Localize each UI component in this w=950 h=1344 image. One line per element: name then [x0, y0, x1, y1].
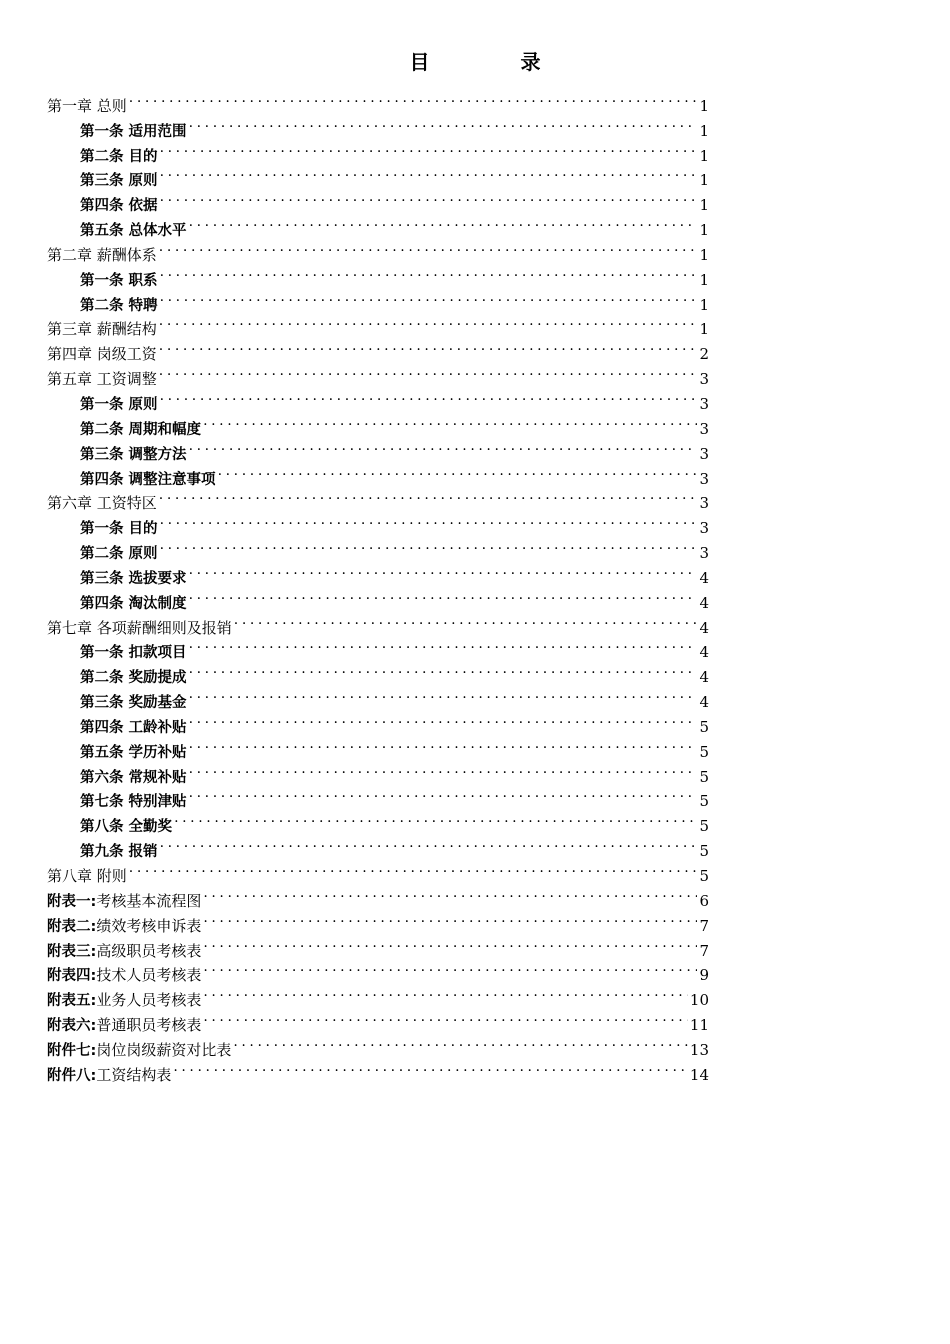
toc-dot-leader — [203, 409, 697, 434]
table-of-contents — [47, 86, 709, 1084]
toc-dot-leader — [160, 508, 698, 533]
toc-page-number: 5 — [699, 817, 709, 836]
toc-entry-text: 第五条 学历补贴 — [80, 744, 187, 761]
toc-dot-leader — [203, 906, 697, 931]
toc-page-number: 1 — [699, 245, 709, 264]
toc-page-number: 3 — [699, 444, 709, 463]
toc-dot-leader — [189, 682, 698, 707]
toc-page-number: 4 — [699, 643, 709, 662]
toc-entry-chapter[interactable] — [47, 86, 709, 115]
toc-entry-text: 第二条 周期和幅度 — [80, 421, 202, 438]
toc-dot-leader — [189, 583, 698, 608]
toc-page-number: 7 — [699, 916, 709, 935]
toc-dot-leader — [159, 310, 698, 335]
toc-dot-leader — [203, 956, 697, 981]
toc-entry-label: 附表一: — [47, 893, 97, 910]
toc-entry-text: 第七条 特别津贴 — [80, 794, 187, 811]
toc-entry-text: 第四条 调整注意事项 — [80, 471, 216, 488]
toc-page-number: 3 — [699, 370, 709, 389]
toc-entry-text: 高级职员考核表 — [96, 941, 202, 960]
toc-entry-text: 第二条 奖励提成 — [80, 670, 187, 687]
toc-page-number: 3 — [699, 469, 709, 488]
toc-entry-text: 第三章 薪酬结构 — [47, 320, 157, 339]
toc-entry-text: 第三条 原则 — [80, 173, 158, 190]
toc-page-number: 4 — [699, 668, 709, 687]
toc-page-number: 14 — [689, 1065, 709, 1084]
toc-dot-leader — [160, 285, 698, 310]
toc-dot-leader — [203, 881, 697, 906]
toc-entry-label: 附件七: — [47, 1042, 97, 1059]
toc-page-number: 1 — [699, 270, 709, 289]
toc-dot-leader — [203, 1005, 688, 1030]
toc-page-number: 5 — [699, 842, 709, 861]
toc-page-number: 1 — [699, 96, 709, 115]
toc-dot-leader — [189, 633, 698, 658]
toc-dot-leader — [129, 86, 698, 111]
toc-dot-leader — [234, 608, 698, 633]
toc-page-number: 1 — [699, 146, 709, 165]
toc-entry-text: 第一章 总则 — [47, 96, 127, 115]
toc-entry-label: 附表四: — [47, 968, 97, 985]
toc-page-number: 1 — [699, 171, 709, 190]
toc-entry-text: 第六条 常规补贴 — [80, 769, 187, 786]
toc-page-number: 9 — [699, 966, 709, 985]
toc-entry-text: 第五章 工资调整 — [47, 370, 157, 389]
toc-page-number: 1 — [699, 121, 709, 140]
toc-entry-label: 附件八: — [47, 1067, 97, 1084]
toc-dot-leader — [160, 533, 698, 558]
toc-page-number: 1 — [699, 196, 709, 215]
toc-entry-text: 岗位岗级薪资对比表 — [96, 1040, 232, 1059]
toc-dot-leader — [218, 459, 698, 484]
toc-entry-text: 第二章 薪酬体系 — [47, 245, 157, 264]
toc-dot-leader — [173, 1055, 688, 1080]
toc-entry-text: 绩效考核申诉表 — [96, 916, 202, 935]
toc-entry-text: 技术人员考核表 — [96, 966, 202, 985]
toc-entry-text: 工资结构表 — [96, 1065, 172, 1084]
toc-dot-leader — [159, 484, 698, 509]
toc-entry-chapter[interactable] — [47, 856, 709, 885]
toc-page-number: 4 — [699, 568, 709, 587]
toc-page-number: 1 — [699, 221, 709, 240]
toc-dot-leader — [189, 111, 698, 136]
toc-entry-text: 第四章 岗级工资 — [47, 345, 157, 364]
toc-dot-leader — [160, 185, 698, 210]
toc-dot-leader — [189, 210, 698, 235]
toc-entry-text: 第三条 选拔要求 — [80, 570, 187, 587]
toc-entry-text: 第九条 报销 — [80, 844, 158, 861]
toc-title: 目 录 — [409, 50, 583, 74]
toc-entry-text: 第四条 依据 — [80, 198, 158, 215]
toc-page-number: 1 — [699, 295, 709, 314]
toc-dot-leader — [159, 334, 698, 359]
toc-dot-leader — [203, 980, 688, 1005]
toc-page-number: 1 — [699, 320, 709, 339]
toc-entry-text: 第七章 各项薪酬细则及报销 — [47, 618, 232, 637]
toc-entry-text: 第一条 适用范围 — [80, 123, 187, 140]
toc-page-number: 3 — [699, 419, 709, 438]
toc-dot-leader — [189, 732, 698, 757]
toc-dot-leader — [233, 1030, 688, 1055]
toc-page-number: 4 — [699, 618, 709, 637]
toc-page-number: 11 — [689, 1016, 709, 1035]
toc-dot-leader — [159, 359, 698, 384]
toc-page-number: 7 — [699, 941, 709, 960]
toc-entry-text: 第二条 目的 — [80, 148, 158, 165]
toc-page-number: 10 — [689, 991, 709, 1010]
toc-dot-leader — [174, 806, 697, 831]
toc-page-number: 5 — [699, 867, 709, 885]
toc-entry-text: 第二条 特聘 — [80, 297, 158, 314]
toc-entry-label: 附表五: — [47, 993, 97, 1010]
toc-entry-text: 第二条 原则 — [80, 546, 158, 563]
toc-page-number: 4 — [699, 693, 709, 712]
toc-entry-text: 第四条 工龄补贴 — [80, 719, 187, 736]
toc-dot-leader — [160, 831, 698, 856]
toc-page-number: 5 — [699, 792, 709, 811]
toc-entry-appendix[interactable] — [47, 881, 709, 910]
toc-entry-label: 附表六: — [47, 1018, 97, 1035]
toc-page-number: 5 — [699, 742, 709, 761]
toc-page-number: 6 — [699, 891, 709, 910]
toc-dot-leader — [160, 161, 698, 186]
toc-entry-text: 普通职员考核表 — [96, 1016, 202, 1035]
toc-entry-text: 第四条 淘汰制度 — [80, 595, 187, 612]
toc-entry-text: 第三条 奖励基金 — [80, 695, 187, 712]
toc-page-number: 5 — [699, 717, 709, 736]
toc-page-number: 5 — [699, 767, 709, 786]
toc-page-number: 3 — [699, 494, 709, 513]
toc-entry-label: 附表三: — [47, 943, 97, 960]
toc-entry-text: 业务人员考核表 — [96, 991, 202, 1010]
toc-entry-text: 第一条 职系 — [80, 272, 158, 289]
toc-entry-article[interactable] — [47, 111, 709, 140]
toc-entry-text: 第一条 目的 — [80, 521, 158, 538]
toc-entry-text: 第八章 附则 — [47, 867, 127, 885]
toc-entry-text: 第八条 全勤奖 — [80, 819, 173, 836]
toc-page-number: 3 — [699, 394, 709, 413]
toc-page-number: 13 — [689, 1040, 709, 1059]
toc-dot-leader — [189, 782, 698, 807]
toc-dot-leader — [189, 434, 698, 459]
toc-dot-leader — [189, 657, 698, 682]
toc-entry-text: 第三条 调整方法 — [80, 446, 187, 463]
toc-entry-text: 第一条 扣款项目 — [80, 645, 187, 662]
toc-dot-leader — [189, 707, 698, 732]
toc-page-number: 2 — [699, 345, 709, 364]
toc-dot-leader — [203, 931, 697, 956]
toc-dot-leader — [160, 260, 698, 285]
toc-dot-leader — [160, 384, 698, 409]
toc-page-number: 4 — [699, 593, 709, 612]
toc-dot-leader — [129, 856, 698, 881]
toc-dot-leader — [189, 558, 698, 583]
toc-entry-label: 附表二: — [47, 918, 97, 935]
toc-dot-leader — [189, 757, 698, 782]
toc-page-number: 3 — [699, 544, 709, 563]
toc-entry-text: 第一条 原则 — [80, 396, 158, 413]
toc-page-number: 3 — [699, 519, 709, 538]
toc-dot-leader — [159, 235, 698, 260]
toc-dot-leader — [160, 136, 698, 161]
toc-entry-text: 第六章 工资特区 — [47, 494, 157, 513]
toc-entry-text: 第五条 总体水平 — [80, 223, 187, 240]
toc-entry-text: 考核基本流程图 — [96, 891, 202, 910]
